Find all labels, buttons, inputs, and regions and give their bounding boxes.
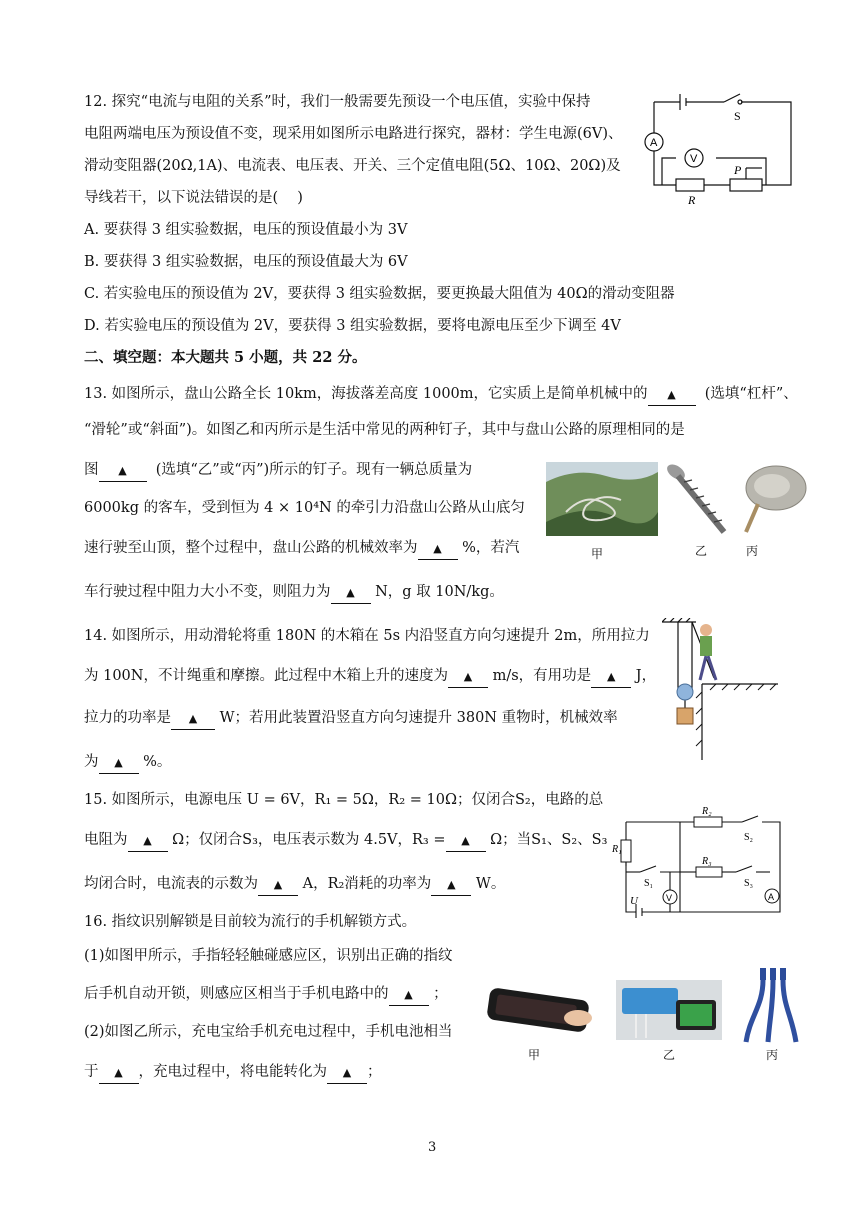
blank-marker: ▲ xyxy=(461,834,470,847)
q12-switch-label: S xyxy=(734,109,741,123)
answer-blank[interactable] xyxy=(99,1062,139,1084)
answer-blank[interactable] xyxy=(418,538,458,560)
q12-ammeter-label: A xyxy=(650,137,658,149)
answer-blank[interactable] xyxy=(99,752,139,774)
answer-blank[interactable] xyxy=(128,830,168,852)
q15-s1-label: S₁ xyxy=(644,878,654,889)
q12-circuit-diagram xyxy=(636,90,796,205)
figure-caption-bing: 丙 xyxy=(766,1048,779,1062)
q16-text-5b: ，充电过程中，将电能转化为 xyxy=(138,1064,327,1080)
q13-text-5b: %，若汽 xyxy=(462,540,520,556)
blank-marker: ▲ xyxy=(346,586,355,599)
q15-text-3c: W。 xyxy=(475,876,506,892)
figure-caption-yi: 乙 xyxy=(663,1048,676,1062)
blank-marker: ▲ xyxy=(114,756,123,769)
q14-line4 xyxy=(84,752,171,774)
q15-text-3a: 均闭合时，电流表的示数为 xyxy=(84,876,258,892)
q12-resistor-label: R xyxy=(688,193,696,205)
q16-line2: (1)如图甲所示，手指轻轻触碰感应区，识别出正确的指纹 xyxy=(84,948,453,964)
q15-text-2a: 电阻为 xyxy=(84,832,128,848)
q13-text-3a: 图 xyxy=(84,462,99,478)
q15-circuit-diagram xyxy=(612,800,792,918)
blank-marker: ▲ xyxy=(606,670,616,683)
q13-text-5a: 速行驶至山顶，整个过程中，盘山公路的机械效率为 xyxy=(84,540,418,556)
q14-text-2c: J， xyxy=(635,668,657,684)
blank-marker: ▲ xyxy=(118,464,127,477)
q13-line4: 6000kg 的客车，受到恒为 4 × 10⁴N 的牵引力沿盘山公路从山底匀 xyxy=(84,500,525,516)
q15-u-label: U xyxy=(630,895,638,907)
q13-text-1a: 13. 如图所示，盘山公路全长 10km，海拔落差高度 1000m，它实质上是简单机械中的 xyxy=(84,386,648,402)
q13-line3 xyxy=(84,460,472,482)
q15-line3 xyxy=(84,874,505,896)
answer-blank[interactable] xyxy=(331,582,371,604)
q12-line3: 滑动变阻器(20Ω,1A)、电流表、电压表、开关、三个定值电阻(5Ω、10Ω、20Ω)及 xyxy=(84,158,621,174)
q12-line4: 导线若干，以下说法错误的是( ) xyxy=(84,190,303,206)
q13-line6 xyxy=(84,582,504,604)
q16-text-5c: ； xyxy=(367,1064,382,1080)
q15-text-2c: Ω；当S₁、S₂、S₃ xyxy=(490,832,608,848)
figure-caption-bing: 丙 xyxy=(746,544,759,558)
q14-line3 xyxy=(84,708,618,730)
q13-text-6b: N，g 取 10N/kg。 xyxy=(375,584,504,600)
q12-voltmeter-label: V xyxy=(690,153,698,165)
answer-blank[interactable] xyxy=(648,384,696,406)
q14-line2 xyxy=(84,666,656,688)
figure-caption-jia: 甲 xyxy=(528,1048,541,1062)
q15-r3-label: R₃ xyxy=(702,856,712,867)
blank-marker: ▲ xyxy=(463,670,473,683)
q13-line1 xyxy=(84,384,798,406)
q16-text-5a: 于 xyxy=(84,1064,99,1080)
q15-ammeter-label: A xyxy=(768,892,775,902)
q13-text-3b: (选填“乙”或“丙”)所示的钉子。现有一辆总质量为 xyxy=(155,462,473,478)
q12-option-a: A. 要获得 3 组实验数据，电压的预设值最小为 3V xyxy=(84,222,408,238)
q15-s2-label: S₂ xyxy=(744,832,754,843)
q15-r1-label: R₁ xyxy=(612,844,622,855)
q15-line2 xyxy=(84,830,607,852)
q12-line2: 电阻两端电压为预设值不变，现采用如图所示电路进行探究，器材：学生电源(6V)、 xyxy=(84,126,623,142)
q12-slider-label: P xyxy=(734,163,742,177)
blank-marker: ▲ xyxy=(188,712,198,725)
q16-line4: (2)如图乙所示，充电宝给手机充电过程中，手机电池相当 xyxy=(84,1024,453,1040)
answer-blank[interactable] xyxy=(99,460,147,482)
screw-nail-image xyxy=(664,460,734,540)
answer-blank[interactable] xyxy=(171,708,215,730)
blank-marker: ▲ xyxy=(273,878,283,891)
q16-line3 xyxy=(84,984,448,1006)
page-number: 3 xyxy=(428,1140,437,1155)
answer-blank[interactable] xyxy=(389,984,429,1006)
blank-marker: ▲ xyxy=(447,878,456,891)
q16-text-3b: ； xyxy=(433,986,448,1002)
q15-r2-label: R₂ xyxy=(702,806,712,817)
pulley-figure xyxy=(662,618,782,760)
blank-marker: ▲ xyxy=(114,1066,123,1079)
blank-marker: ▲ xyxy=(143,834,152,847)
thumbtack-image xyxy=(738,462,808,538)
q14-text-2b: m/s，有用功是 xyxy=(492,668,592,684)
answer-blank[interactable] xyxy=(448,666,488,688)
q14-text-4b: %。 xyxy=(143,754,172,770)
q16-line5 xyxy=(84,1062,382,1084)
q16-text-3a: 后手机自动开锁，则感应区相当于手机电路中的 xyxy=(84,986,389,1002)
q15-text-2b: Ω；仅闭合S₃，电压表示数为 4.5V，R₃ = xyxy=(172,832,446,848)
blank-marker: ▲ xyxy=(667,388,676,401)
q13-line2: “滑轮”或“斜面”)。如图乙和丙所示是生活中常见的两种钉子，其中与盘山公路的原理相同的是 xyxy=(84,422,685,438)
q15-text-3b: A，R₂消耗的功率为 xyxy=(302,876,432,892)
q12-option-d: D. 若实验电压的预设值为 2V，要获得 3 组实验数据，要将电源电压至少下调至 4V xyxy=(84,318,621,334)
answer-blank[interactable] xyxy=(591,666,631,688)
q16-line1: 16. 指纹识别解锁是目前较为流行的手机解锁方式。 xyxy=(84,914,417,930)
mountain-road-photo xyxy=(546,462,658,536)
q13-text-6a: 车行驶过程中阻力大小不变，则阻力为 xyxy=(84,584,331,600)
answer-blank[interactable] xyxy=(446,830,486,852)
blank-marker: ▲ xyxy=(342,1066,352,1079)
power-bank-image xyxy=(616,980,722,1040)
figure-caption-yi: 乙 xyxy=(695,544,708,558)
q15-line1: 15. 如图所示，电源电压 U = 6V，R₁ = 5Ω，R₂ = 10Ω；仅闭合S₂，电路的总 xyxy=(84,792,604,808)
q12-option-b: B. 要获得 3 组实验数据，电压的预设值最大为 6V xyxy=(84,254,408,270)
phone-fingerprint-image xyxy=(484,988,594,1034)
q14-text-3a: 拉力的功率是 xyxy=(84,710,171,726)
q14-text-4a: 为 xyxy=(84,754,99,770)
answer-blank[interactable] xyxy=(431,874,471,896)
answer-blank[interactable] xyxy=(258,874,298,896)
q12-line1: 12. 探究“电流与电阻的关系”时，我们一般需要先预设一个电压值，实验中保持 xyxy=(84,94,591,110)
q13-line5 xyxy=(84,538,519,560)
q12-option-c: C. 若实验电压的预设值为 2V，要获得 3 组实验数据，要更换最大阻值为 40Ω的滑动变阻器 xyxy=(84,286,675,302)
q13-text-1b: (选填“杠杆”、 xyxy=(704,386,798,402)
figure-caption-jia: 甲 xyxy=(591,547,604,561)
blank-marker: ▲ xyxy=(433,542,442,555)
answer-blank[interactable] xyxy=(327,1062,367,1084)
q15-voltmeter-label: V xyxy=(666,893,673,903)
q14-text-3b: W；若用此装置沿竖直方向匀速提升 380N 重物时，机械效率 xyxy=(219,710,618,726)
q15-s3-label: S₃ xyxy=(744,878,754,889)
section-heading: 二、填空题：本大题共 5 小题，共 22 分。 xyxy=(84,349,367,366)
charging-cable-image xyxy=(740,966,802,1044)
q14-text-2a: 为 100N，不计绳重和摩擦。此过程中木箱上升的速度为 xyxy=(84,668,448,684)
blank-marker: ▲ xyxy=(404,988,413,1001)
q14-line1: 14. 如图所示，用动滑轮将重 180N 的木箱在 5s 内沿竖直方向匀速提升 2m，所用拉力 xyxy=(84,628,650,644)
